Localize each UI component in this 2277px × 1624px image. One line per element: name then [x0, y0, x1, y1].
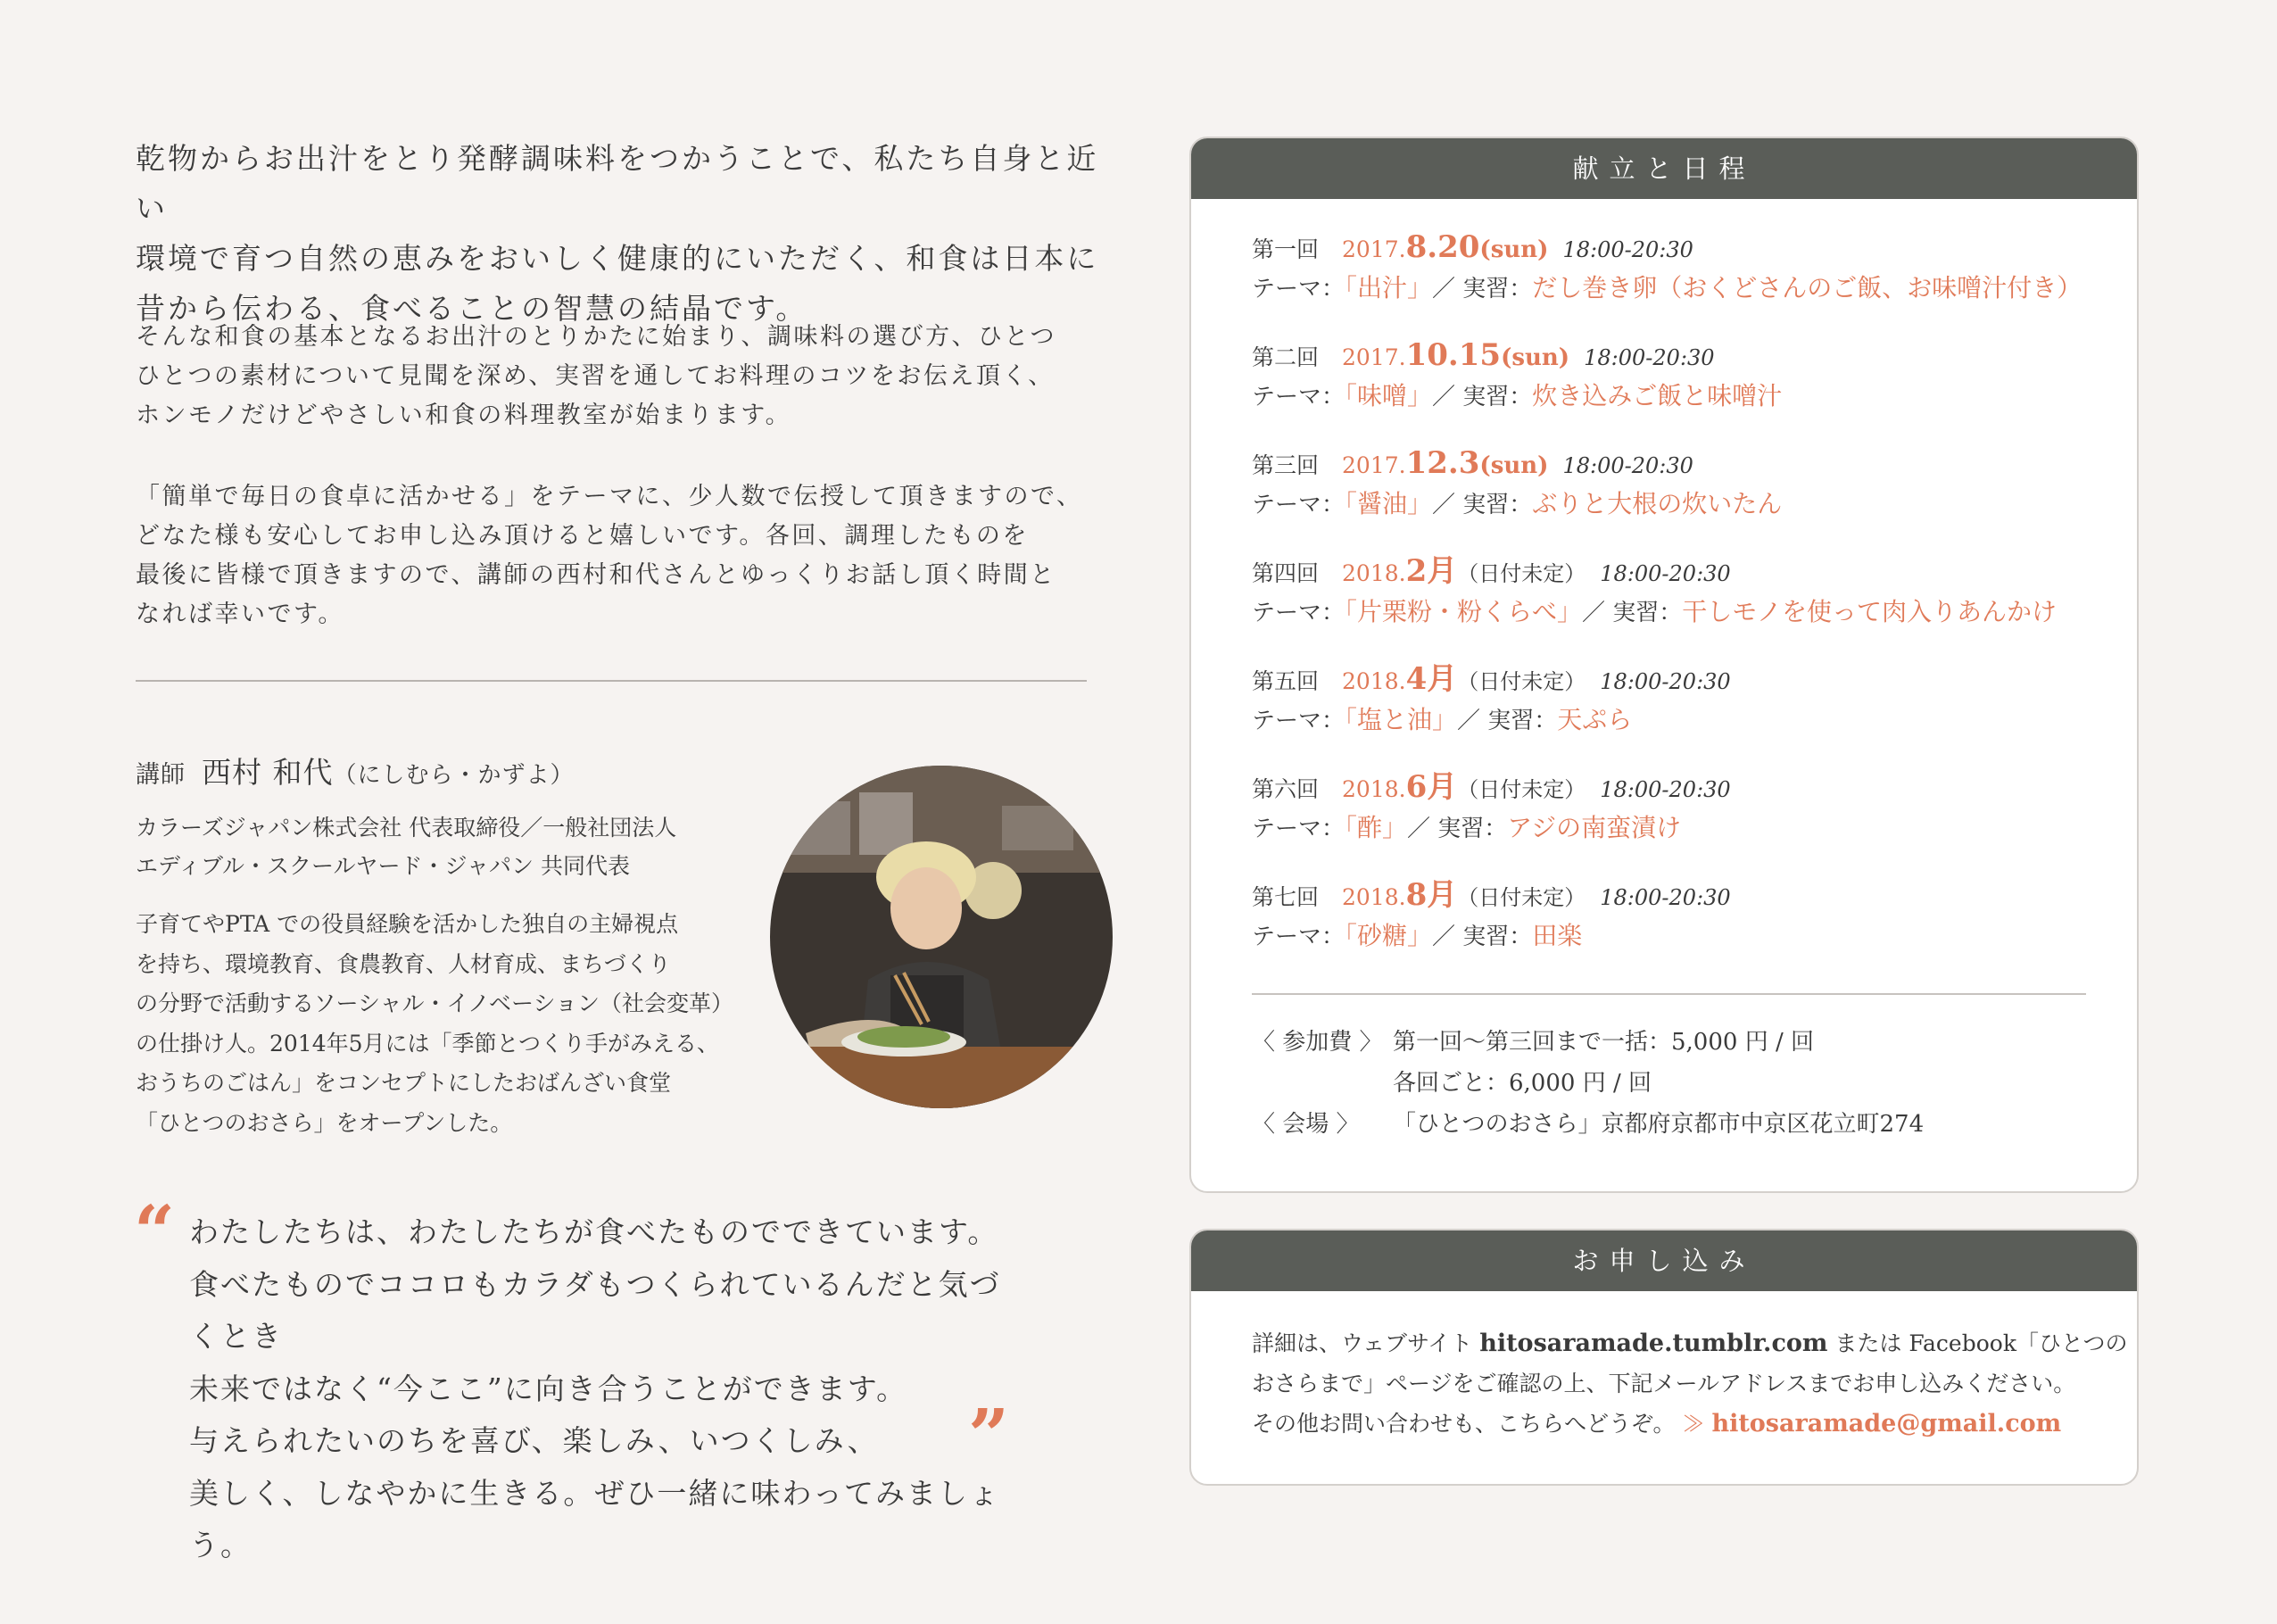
session-theme: 「塩と油」 [1345, 705, 1458, 734]
session-theme: 「酢」 [1345, 813, 1408, 842]
theme-label: テーマ： [1252, 924, 1346, 950]
apply-line-2: おさらまで」ページをご確認の上、下記メールアドレスまでお申し込みください。 [1252, 1371, 2076, 1396]
apply-header: お申し込み [1191, 1230, 2137, 1291]
schedule-header: 献立と日程 [1191, 138, 2137, 199]
lecturer-bio-line: おうちのごはん」をコンセプトにしたおばんざい食堂 [136, 1070, 672, 1096]
quote-line: 与えられたいのちを喜び、楽しみ、いつくしみ、 [189, 1423, 879, 1458]
session-practice: 干しモノを使って肉入りあんかけ [1682, 597, 2058, 626]
session-time: 18:00-20:30 [1584, 345, 1715, 370]
fee-row-1 [1252, 1022, 1814, 1063]
fee-row-2 [1252, 1063, 1652, 1104]
intro-line: そんな和食の基本となるお出汁のとりかたに始まり、調味料の選び方、ひとつ [136, 323, 1056, 351]
session-time: 18:00-20:30 [1600, 885, 1731, 910]
venue-label: 〈 会場 〉 [1252, 1111, 1360, 1138]
session-practice: 天ぷら [1557, 705, 1633, 734]
lecturer-bio-line: 「ひとつのおさら」をオープンした。 [136, 1109, 513, 1136]
section-divider [136, 680, 1087, 682]
session-theme: 「醤油」 [1345, 489, 1433, 518]
session-number: 第二回 [1252, 344, 1320, 370]
double-chevron-right-icon: ≫ [1682, 1411, 1705, 1437]
practice-label: ／ 実習： [1457, 708, 1558, 734]
theme-label: テーマ： [1252, 492, 1346, 518]
practice-label: ／ 実習： [1432, 276, 1533, 302]
session-number: 第五回 [1252, 668, 1320, 694]
lecturer-title-line: カラーズジャパン株式会社 代表取締役／一般社団法人 [136, 815, 677, 841]
session-tentative: （日付未定） [1457, 561, 1586, 586]
theme-label: テーマ： [1252, 384, 1346, 410]
intro-lead-line: 昔から伝わる、食べることの智慧の結晶です。 [136, 291, 808, 326]
quote-open-icon: “ [134, 1189, 176, 1273]
quote-line: 食べたものでココロもカラダもつくられているんだと気づくとき [189, 1266, 1001, 1354]
session-practice: 田楽 [1532, 921, 1583, 950]
session-2 [1252, 336, 2126, 417]
intro-line: ひとつの素材について見聞を深め、実習を通してお料理のコツをお伝え頂く、 [136, 362, 1055, 390]
fee-label: 〈 参加費 〉 [1252, 1029, 1383, 1056]
intro-lead-line: 環境で育つ自然の恵みをおいしく健康的にいただく、和食は日本に [136, 241, 1099, 276]
lecturer-bio [136, 905, 742, 1143]
apply-body [1252, 1323, 2128, 1444]
practice-label: ／ 実習： [1432, 924, 1533, 950]
lecturer-title-line: エディブル・スクールヤード・ジャパン 共同代表 [136, 853, 630, 879]
session-time: 18:00-20:30 [1600, 561, 1731, 586]
intro-lead [136, 134, 1099, 334]
intro-line: なれば幸いです。 [136, 601, 344, 628]
lecturer-bio-line: を持ち、環境教育、食農教育、人材育成、まちづくり [136, 950, 671, 977]
session-day: (sun) [1501, 344, 1570, 371]
intro-line: ホンモノだけどやさしい和食の料理教室が始まります。 [136, 402, 792, 429]
session-number: 第六回 [1252, 776, 1320, 802]
practice-label: ／ 実習： [1407, 816, 1508, 842]
quote-line: 美しく、しなやかに生きる。ぜひ一緒に味わってみましょう。 [189, 1475, 1001, 1562]
session-year: 2018. [1342, 668, 1406, 694]
session-tentative: （日付未定） [1457, 669, 1586, 694]
email-link[interactable]: hitosaramade@gmail.com [1711, 1410, 2062, 1438]
quote-line: 未来ではなく“今ここ”に向き合うことができます。 [189, 1371, 908, 1406]
session-5 [1252, 659, 2126, 741]
intro-line: 最後に皆様で頂きますので、講師の西村和代さんとゆっくりお話し頂く時間と [136, 561, 1056, 589]
lecturer-bio-line: 子育てやPTA での役員経験を活かした独自の主婦視点 [136, 911, 679, 937]
session-3 [1252, 443, 2126, 525]
session-number: 第三回 [1252, 452, 1320, 478]
session-date: 10.15 [1405, 337, 1502, 373]
session-practice: ぶりと大根の炊いたん [1532, 489, 1783, 518]
venue-address: 「ひとつのおさら」京都府京都市中京区花立町274 [1393, 1111, 1925, 1138]
session-6 [1252, 767, 2126, 849]
theme-label: テーマ： [1252, 816, 1346, 842]
quote-line: わたしたちは、わたしたちが食べたものでできています。 [189, 1214, 999, 1249]
practice-label: ／ 実習： [1582, 600, 1683, 626]
session-number: 第七回 [1252, 884, 1320, 910]
quote-close-icon: ” [968, 1393, 1010, 1477]
theme-label: テーマ： [1252, 276, 1346, 302]
session-theme: 「砂糖」 [1345, 921, 1433, 950]
theme-label: テーマ： [1252, 600, 1346, 626]
session-number: 第四回 [1252, 560, 1320, 586]
intro-line: 「簡単で毎日の食卓に活かせる」をテーマに、少人数で伝授して頂きますので、 [136, 483, 1083, 510]
lecturer-role: 講師 [136, 761, 186, 789]
session-date: 12.3 [1405, 445, 1480, 481]
session-year: 2018. [1342, 884, 1406, 910]
practice-label: ／ 実習： [1432, 384, 1533, 410]
session-date: 4月 [1405, 661, 1458, 697]
session-time: 18:00-20:30 [1562, 237, 1693, 262]
session-tentative: （日付未定） [1457, 885, 1586, 910]
session-year: 2017. [1342, 344, 1406, 370]
apply-panel [1189, 1229, 2139, 1486]
lecturer-bio-line: の分野で活動するソーシャル・イノベーション（社会変革） [136, 990, 734, 1016]
session-year: 2018. [1342, 560, 1406, 586]
session-date: 8.20 [1405, 229, 1480, 265]
session-practice: 炊き込みご飯と味噌汁 [1532, 381, 1783, 410]
website-link[interactable]: hitosaramade.tumblr.com [1479, 1330, 1828, 1357]
session-year: 2018. [1342, 776, 1406, 802]
session-day: (sun) [1479, 452, 1549, 479]
lecturer-title [136, 808, 760, 885]
intro-paragraph-2 [136, 318, 1099, 435]
session-year: 2017. [1342, 452, 1406, 478]
lecturer-photo-illustration [770, 766, 1113, 1108]
quote-body [189, 1206, 1010, 1572]
intro-lead-line: 乾物からお出汁をとり発酵調味料をつかうことで、私たち自身と近い [136, 141, 1099, 226]
session-time: 18:00-20:30 [1600, 669, 1731, 694]
apply-line-3: その他お問い合わせも、こちらへどうぞ。 ≫ hitosaramade@gmail.com [1252, 1410, 2062, 1438]
theme-label: テーマ： [1252, 708, 1346, 734]
session-number: 第一回 [1252, 236, 1320, 262]
session-day: (sun) [1479, 236, 1549, 263]
fee-bundle: 第一回〜第三回まで一括：5,000 円 / 回 [1393, 1029, 1814, 1056]
practice-label: ／ 実習： [1432, 492, 1533, 518]
session-time: 18:00-20:30 [1562, 453, 1693, 478]
session-date: 2月 [1405, 553, 1458, 589]
session-year: 2017. [1342, 236, 1406, 262]
session-date: 6月 [1405, 769, 1458, 805]
venue-row [1252, 1104, 1924, 1145]
session-theme: 「出汁」 [1345, 273, 1433, 302]
session-1 [1252, 228, 2126, 309]
session-date: 8月 [1405, 877, 1458, 913]
apply-line-1: 詳細は、ウェブサイト hitosaramade.tumblr.com または Facebook「ひとつの [1252, 1330, 2128, 1357]
session-4 [1252, 551, 2126, 633]
session-practice: だし巻き卵（おくどさんのご飯、お味噌汁付き） [1532, 273, 2082, 302]
session-time: 18:00-20:30 [1600, 777, 1731, 802]
lecturer-heading [136, 750, 575, 791]
session-theme: 「片栗粉・粉くらべ」 [1345, 597, 1583, 626]
schedule-panel [1189, 137, 2139, 1193]
lecturer-reading: （にしむら・かずよ） [333, 762, 575, 789]
session-tentative: （日付未定） [1457, 777, 1586, 802]
session-practice: アジの南蛮漬け [1507, 813, 1682, 842]
fee-single: 各回ごと：6,000 円 / 回 [1393, 1070, 1652, 1097]
lecturer-name: 西村 和代 [202, 755, 334, 790]
intro-paragraph-3 [136, 477, 1099, 634]
schedule-divider [1252, 993, 2086, 995]
session-theme: 「味噌」 [1345, 381, 1433, 410]
intro-line: どなた様も安心してお申し込み頂けると嬉しいです。各回、調理したものを [136, 522, 1029, 550]
session-7 [1252, 875, 2126, 957]
lecturer-bio-line: の仕掛け人。2014年5月には「季節とつくり手がみえる、 [136, 1030, 720, 1056]
lecturer-photo [770, 766, 1113, 1108]
